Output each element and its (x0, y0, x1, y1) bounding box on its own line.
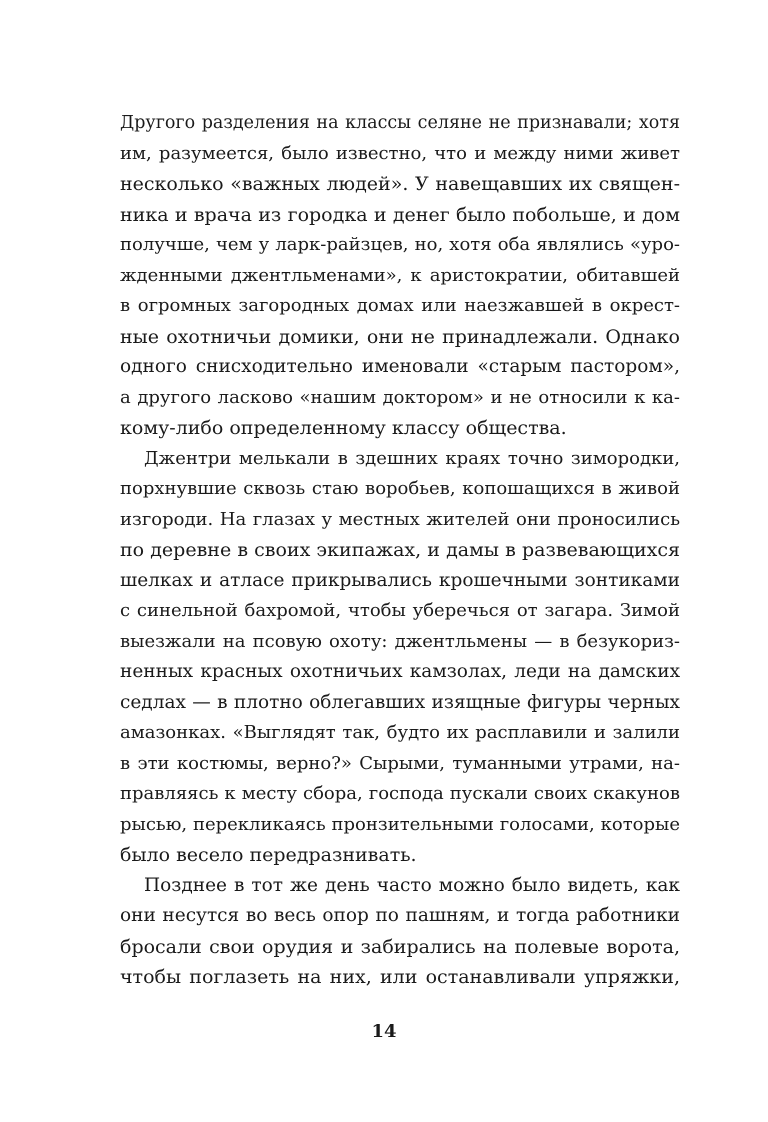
text-line: Джентри мелькали в здешних краях точно зимородки, (144, 447, 680, 469)
text-line: им, разумеется, было известно, что и между ними живет (120, 142, 680, 164)
text-line: чтобы поглазеть на них, или останавливали упряжки, (120, 966, 680, 988)
text-line: рысью, перекликаясь пронзительными голосами, которые (120, 813, 680, 835)
text-line: ненных красных охотничьих камзолах, леди на дамских (120, 661, 680, 682)
text-line: а другого ласково «нашим доктором» и не относили к ка- (120, 386, 680, 408)
text-line: выезжали на псовую охоту: джентльмены — в безукориз- (120, 630, 680, 652)
text-line: жденными джентльменами», к аристократии, обитавшей (120, 264, 680, 286)
text-line: бросали свои орудия и забирались на полевые ворота, (120, 935, 680, 958)
text-line: в огромных загородных домах или наезжавшей в окрест- (120, 295, 680, 316)
text-line: одного снисходительно именовали «старым пастором», (120, 356, 680, 377)
text-line: в эти костюмы, верно?» Сырыми, туманными утрами, на- (120, 752, 680, 774)
text-line: шелках и атласе прикрывались крошечными зонтиками (120, 569, 680, 591)
text-line: было весело передразнивать. (120, 844, 417, 866)
page-number: 14 (371, 1021, 397, 1042)
text-line: седлах — в плотно облегавших изящные фигуры черных (120, 691, 680, 713)
text-line: амазонках. «Выглядят так, будто их расплавили и залили (120, 722, 680, 743)
text-line: ные охотничьи домики, они не принадлежали. Однако (120, 325, 680, 348)
text-line: кому-либо определенному классу общества. (120, 417, 567, 439)
text-line: изгороди. На глазах у местных жителей они проносились (120, 508, 680, 530)
text-line: Другого разделения на классы селяне не признавали; хотя (120, 113, 680, 133)
text-line: несколько «важных людей». У навещавших их священ- (120, 173, 680, 195)
text-line: они несутся во весь опор по пашням, и тогда работники (120, 905, 680, 926)
text-line: получше, чем у ларк-райзцев, но, хотя оба являлись «уро- (120, 234, 680, 255)
body-text (120, 108, 680, 993)
text-line: правляясь к месту сбора, господа пускали своих скакунов (120, 783, 680, 804)
text-line: по деревне в своих экипажах, и дамы в развевающихся (120, 539, 680, 561)
text-line: Позднее в тот же день часто можно было видеть, как (144, 874, 680, 896)
text-line: порхнувшие сквозь стаю воробьев, копошащихся в живой (120, 478, 680, 499)
text-line: с синельной бахромой, чтобы уберечься от загара. Зимой (120, 600, 680, 621)
text-line: ника и врача из городка и денег было побольше, и дом (120, 203, 680, 226)
